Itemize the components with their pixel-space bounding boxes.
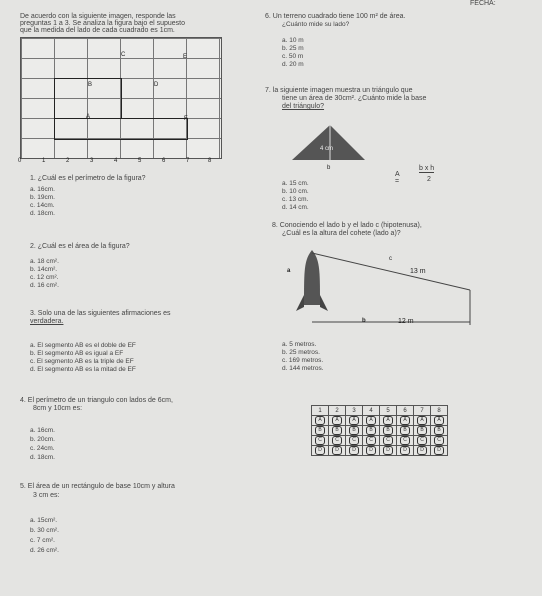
bubble-a[interactable]: A <box>315 416 325 425</box>
q4-text-1: 4. El perímetro de un triangulo con lados de 6cm, <box>20 397 173 404</box>
tick-0: 0 <box>18 158 22 164</box>
date-label: FECHA: <box>470 0 496 7</box>
intro-line-2: preguntas 1 a 3. Se analiza la figura bajo el supuesto <box>20 20 186 27</box>
answer-number: 2 <box>329 406 346 416</box>
answer-row-a <box>312 416 448 426</box>
rocket-body <box>304 250 320 305</box>
point-e: E <box>183 54 188 60</box>
q4-option-d[interactable]: d. 18cm. <box>30 454 55 461</box>
side-a-label: a <box>287 268 291 274</box>
q7-text-2: tiene un área de 30cm². ¿Cuánto mide la base <box>282 95 427 102</box>
q1-option-d[interactable]: d. 18cm. <box>30 210 55 217</box>
q6-text-2: ¿Cuánto mide su lado? <box>282 21 350 28</box>
answer-sheet-table <box>311 405 448 456</box>
point-a: A <box>86 114 91 120</box>
answer-number: 1 <box>312 406 329 416</box>
bubble-d[interactable]: D <box>366 446 376 455</box>
answer-number: 3 <box>346 406 363 416</box>
q2-option-a[interactable]: a. 18 cm². <box>30 258 59 265</box>
answer-header-row <box>312 406 448 416</box>
q3-option-a[interactable]: a. El segmento AB es el doble de EF <box>30 342 136 349</box>
q4-option-c[interactable]: c. 24cm. <box>30 445 55 452</box>
q2-text: 2. ¿Cuál es el área de la figura? <box>30 243 130 250</box>
q4-option-a[interactable]: a. 16cm. <box>30 427 55 434</box>
tick-5: 5 <box>138 158 142 164</box>
bubble-d[interactable]: D <box>434 446 444 455</box>
point-c: C <box>121 52 126 58</box>
bubble-d[interactable]: D <box>383 446 393 455</box>
q4-option-b[interactable]: b. 20cm. <box>30 436 55 443</box>
height-label: 4 cm <box>320 146 334 152</box>
q5-option-b[interactable]: b. 30 cm². <box>30 527 59 534</box>
q8-option-b[interactable]: b. 25 metros. <box>282 349 320 356</box>
q8-option-d[interactable]: d. 144 metros. <box>282 365 324 372</box>
bubble-d[interactable]: D <box>417 446 427 455</box>
bubble-c[interactable]: C <box>315 436 325 445</box>
rocket-fin-left <box>296 295 304 311</box>
q7-option-c[interactable]: c. 13 cm. <box>282 196 309 203</box>
side-c-label: c <box>389 256 392 262</box>
bubble-a[interactable]: A <box>434 416 444 425</box>
formula-denominator: 2 <box>427 176 431 183</box>
q7-option-d[interactable]: d. 14 cm. <box>282 204 309 211</box>
side-b-label: b <box>362 318 366 324</box>
q1-option-c[interactable]: c. 14cm. <box>30 202 55 209</box>
answer-row-d <box>312 446 448 456</box>
bubble-b[interactable]: B <box>434 426 444 435</box>
q8-option-a[interactable]: a. 5 metros. <box>282 341 317 348</box>
q5-option-d[interactable]: d. 26 cm². <box>30 547 59 554</box>
bubble-c[interactable]: C <box>332 436 342 445</box>
intro-line-3: que la medida del lado de cada cuadrado es 1cm. <box>20 27 175 34</box>
rocket-figure <box>290 245 480 335</box>
q8-text-2: ¿Cuál es la altura del cohete (lado a)? <box>282 230 401 237</box>
q6-text-1: 6. Un terreno cuadrado tiene 100 m² de área. <box>265 13 406 20</box>
q4-text-2: 8cm y 10cm es: <box>33 405 83 412</box>
q5-option-a[interactable]: a. 15cm². <box>30 517 58 524</box>
tick-4: 4 <box>114 158 118 164</box>
tick-3: 3 <box>90 158 94 164</box>
grid-figure <box>20 37 222 159</box>
tick-7: 7 <box>186 158 190 164</box>
q5-option-c[interactable]: c. 7 cm². <box>30 537 55 544</box>
bubble-c[interactable]: C <box>383 436 393 445</box>
figure-outline-lower <box>54 118 188 140</box>
bubble-b[interactable]: B <box>349 426 359 435</box>
q7-option-a[interactable]: a. 15 cm. <box>282 180 309 187</box>
answer-number: 4 <box>363 406 380 416</box>
q6-option-a[interactable]: a. 10 m <box>282 37 304 44</box>
answer-row-b <box>312 426 448 436</box>
q7-text-1: 7. la siguiente imagen muestra un triángulo que <box>265 87 413 94</box>
answer-number: 6 <box>397 406 414 416</box>
answer-number: 5 <box>380 406 397 416</box>
bubble-b[interactable]: B <box>400 426 410 435</box>
side-c-length: 13 m <box>410 268 426 275</box>
tick-1: 1 <box>42 158 46 164</box>
bubble-d[interactable]: D <box>332 446 342 455</box>
q5-text-1: 5. El área de un rectángulo de base 10cm y altura <box>20 483 175 490</box>
q3-text-2: verdadera. <box>30 318 64 325</box>
q3-option-c[interactable]: c. El segmento AB es la triple de EF <box>30 358 134 365</box>
q5-text-2: 3 cm es: <box>33 492 60 499</box>
bubble-b[interactable]: B <box>332 426 342 435</box>
formula-left: A = <box>395 171 400 185</box>
answer-number: 8 <box>431 406 448 416</box>
bubble-c[interactable]: C <box>366 436 376 445</box>
q6-option-c[interactable]: c. 50 m <box>282 53 304 60</box>
answer-number: 7 <box>414 406 431 416</box>
q7-option-b[interactable]: b. 10 cm. <box>282 188 309 195</box>
bubble-d[interactable]: D <box>400 446 410 455</box>
base-label: b <box>327 165 331 171</box>
bubble-c[interactable]: C <box>417 436 427 445</box>
bubble-b[interactable]: B <box>417 426 427 435</box>
side-b-length: 12 m <box>398 318 414 325</box>
bubble-a[interactable]: A <box>400 416 410 425</box>
q3-text-1: 3. Solo una de las siguientes afirmaciones es <box>30 310 171 317</box>
q3-option-b[interactable]: b. El segmento AB es igual a EF <box>30 350 124 357</box>
bubble-d[interactable]: D <box>349 446 359 455</box>
answer-row-c <box>312 436 448 446</box>
rocket-fin-right <box>320 295 328 311</box>
bubble-a[interactable]: A <box>332 416 342 425</box>
q2-option-d[interactable]: d. 16 cm². <box>30 282 59 289</box>
bubble-a[interactable]: A <box>349 416 359 425</box>
point-d: D <box>154 82 159 88</box>
formula-numerator: b x h <box>419 165 435 172</box>
q2-option-b[interactable]: b. 14cm². <box>30 266 58 273</box>
tick-8: 8 <box>208 158 212 164</box>
q2-option-c[interactable]: c. 12 cm². <box>30 274 59 281</box>
bubble-d[interactable]: D <box>315 446 325 455</box>
bubble-a[interactable]: A <box>383 416 393 425</box>
q6-option-d[interactable]: d. 20 m <box>282 61 304 68</box>
q7-text-3: del triángulo? <box>282 103 325 110</box>
q3-option-d[interactable]: d. El segmento AB es la mitad de EF <box>30 366 136 373</box>
tick-2: 2 <box>66 158 70 164</box>
bubble-a[interactable]: A <box>417 416 427 425</box>
bubble-c[interactable]: C <box>400 436 410 445</box>
bubble-c[interactable]: C <box>349 436 359 445</box>
triangle-shape <box>292 125 365 160</box>
q8-text-1: 8. Conociendo el lado b y el lado c (hipotenusa), <box>272 222 422 229</box>
q6-option-b[interactable]: b. 25 m <box>282 45 304 52</box>
bubble-b[interactable]: B <box>383 426 393 435</box>
q8-option-c[interactable]: c. 169 metros. <box>282 357 324 364</box>
intro-line-1: De acuerdo con la siguiente imagen, responde las <box>20 13 176 20</box>
tick-6: 6 <box>162 158 166 164</box>
bubble-b[interactable]: B <box>315 426 325 435</box>
q1-option-b[interactable]: b. 19cm. <box>30 194 55 201</box>
bubble-c[interactable]: C <box>434 436 444 445</box>
bubble-b[interactable]: B <box>366 426 376 435</box>
q1-option-a[interactable]: a. 16cm. <box>30 186 55 193</box>
point-f: F <box>184 116 188 122</box>
point-b: B <box>88 82 93 88</box>
bubble-a[interactable]: A <box>366 416 376 425</box>
q1-text: 1. ¿Cuál es el perímetro de la figura? <box>30 175 146 182</box>
